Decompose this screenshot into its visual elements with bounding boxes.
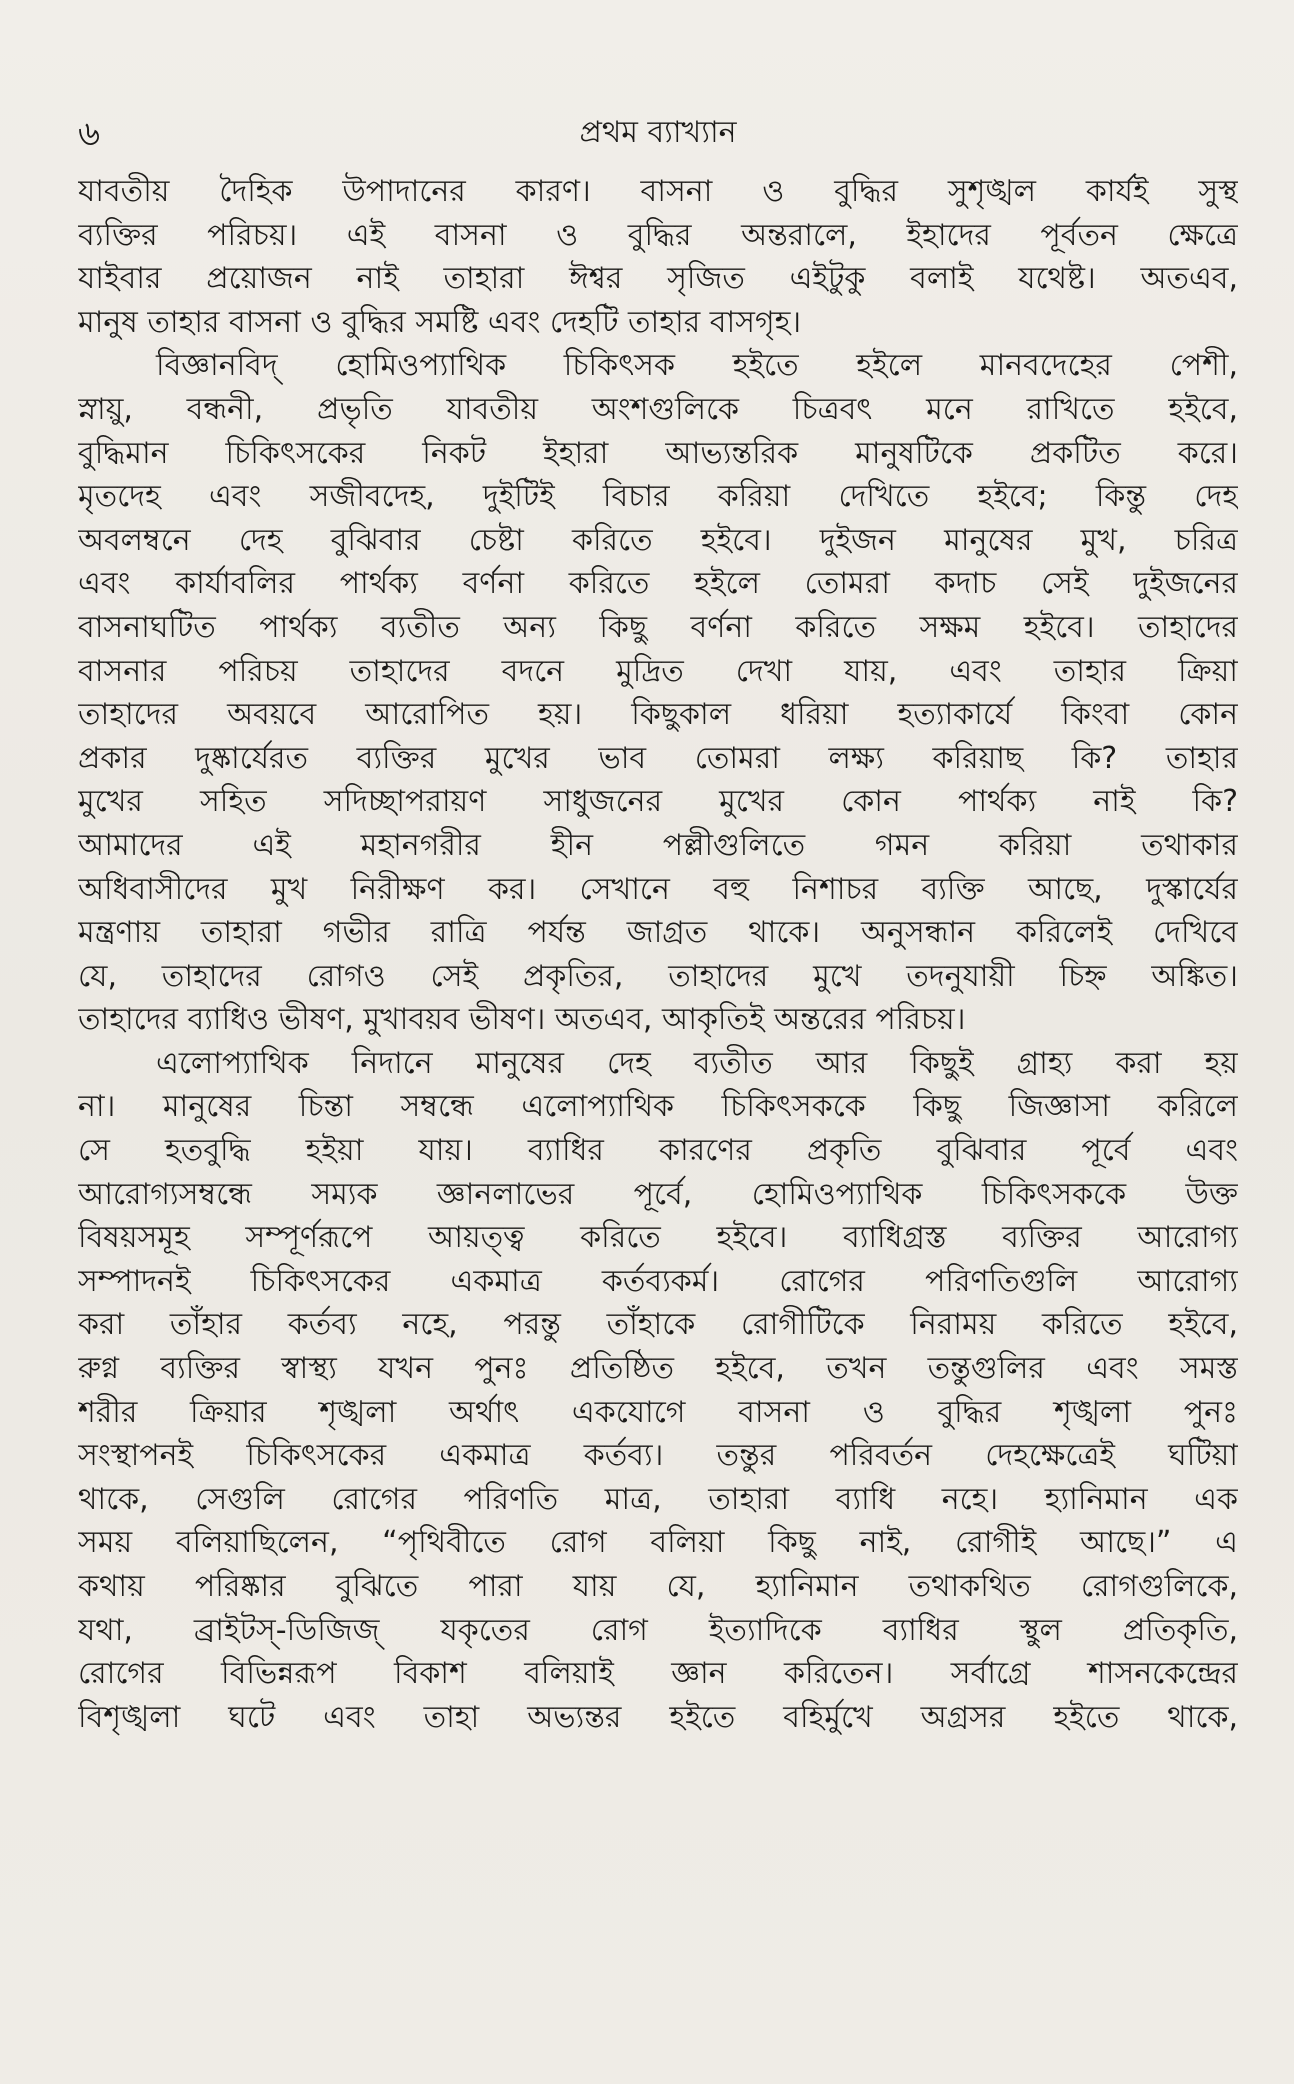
text-line: আরোগ্যসম্বন্ধে সম্যক জ্ঞানলাভের পূর্বে, হোমিওপ্যাথিক চিকিৎসককে উক্ত xyxy=(78,1176,1238,1212)
text-line: সে হতবুদ্ধি হইয়া যায়। ব্যাধির কারণের প্রকৃতি বুঝিবার পূর্বে এবং xyxy=(78,1133,1238,1169)
text-line: রোগের বিভিন্নরূপ বিকাশ বলিয়াই জ্ঞান করিতেন। সর্বাগ্রে শাসনকেন্দ্রের xyxy=(78,1656,1238,1692)
text-line: যাবতীয় দৈহিক উপাদানের কারণ। বাসনা ও বুদ্ধির সুশৃঙ্খল কার্যই সুস্থ xyxy=(78,174,1238,209)
page-header xyxy=(78,108,1238,158)
text-line: শরীর ক্রিয়ার শৃঙ্খলা অর্থাৎ একযোগে বাসনা ও বুদ্ধির শৃঙ্খলা পুনঃ xyxy=(78,1394,1238,1430)
text-line: তাহাদের অবয়বে আরোপিত হয়। কিছুকাল ধরিয়া হত্যাকার্যে কিংবা কোন xyxy=(78,697,1238,733)
text-line: যথা, ব্রাইটস্-ডিজিজ্ যকৃতের রোগ ইত্যাদিকে ব্যাধির স্থুল প্রতিকৃতি, xyxy=(78,1612,1238,1648)
text-line: বিজ্ঞানবিদ্ হোমিওপ্যাথিক চিকিৎসক হইতে হইলে মানবদেহের পেশী, xyxy=(156,348,1238,384)
text-line: বাসনাঘটিত পার্থক্য ব্যতীত অন্য কিছু বর্ণনা করিতে সক্ষম হইবে। তাহাদের xyxy=(78,609,1238,645)
text-line: বাসনার পরিচয় তাহাদের বদনে মুদ্রিত দেখা যায়, এবং তাহার ক্রিয়া xyxy=(78,653,1238,689)
text-line: মন্ত্রণায় তাহারা গভীর রাত্রি পর্যন্ত জাগ্রত থাকে। অনুসন্ধান করিলেই দেখিবে xyxy=(78,915,1238,951)
text-line: সময় বলিয়াছিলেন, “পৃথিবীতে রোগ বলিয়া কিছু নাই, রোগীই আছে।” এ xyxy=(78,1525,1238,1561)
text-line: মানুষ তাহার বাসনা ও বুদ্ধির সমষ্টি এবং দেহটি তাহার বাসগৃহ। xyxy=(78,304,802,340)
text-line: কথায় পরিষ্কার বুঝিতে পারা যায় যে, হ্যানিমান তথাকথিত রোগগুলিকে, xyxy=(78,1569,1238,1604)
text-line: রুগ্ন ব্যক্তির স্বাস্থ্য যখন পুনঃ প্রতিষ্ঠিত হইবে, তখন তন্তুগুলির এবং সমস্ত xyxy=(78,1351,1238,1387)
page-number: ৬ xyxy=(78,114,101,154)
text-line: যে, তাহাদের রোগও সেই প্রকৃতির, তাহাদের মুখে তদনুযায়ী চিহ্ন অঙ্কিত। xyxy=(78,958,1238,994)
running-title: প্রথম ব্যাখ্যান xyxy=(579,115,737,150)
text-line: মৃতদেহ এবং সজীবদেহ, দুইটিই বিচার করিয়া দেখিতে হইবে; কিন্তু দেহ xyxy=(78,479,1238,515)
text-line: করা তাঁহার কর্তব্য নহে, পরন্তু তাঁহাকে রোগীটিকে নিরাময় করিতে হইবে, xyxy=(78,1307,1238,1343)
text-line: যাইবার প্রয়োজন নাই তাহারা ঈশ্বর সৃজিত এইটুকু বলাই যথেষ্ট। অতএব, xyxy=(78,261,1238,297)
text-line: না। মানুষের চিন্তা সম্বন্ধে এলোপ্যাথিক চিকিৎসককে কিছু জিজ্ঞাসা করিলে xyxy=(78,1089,1238,1125)
text-line: এলোপ্যাথিক নিদানে মানুষের দেহ ব্যতীত আর কিছুই গ্রাহ্য করা হয় xyxy=(156,1045,1238,1081)
text-line: ব্যক্তির পরিচয়। এই বাসনা ও বুদ্ধির অন্তরালে, ইহাদের পূর্বতন ক্ষেত্রে xyxy=(78,217,1238,253)
text-line: বিষয়সমূহ সম্পূর্ণরূপে আয়ত্ত্ব করিতে হইবে। ব্যাধিগ্রস্ত ব্যক্তির আরোগ্য xyxy=(78,1220,1238,1256)
text-line: মুখের সহিত সদিচ্ছাপরায়ণ সাধুজনের মুখের কোন পার্থক্য নাই কি? xyxy=(78,784,1238,820)
body-text xyxy=(78,170,1238,1739)
text-line: থাকে, সেগুলি রোগের পরিণতি মাত্র, তাহারা ব্যাধি নহে। হ্যানিমান এক xyxy=(78,1481,1238,1517)
text-line: এবং কার্যাবলির পার্থক্য বর্ণনা করিতে হইলে তোমরা কদাচ সেই দুইজনের xyxy=(78,566,1238,602)
text-line: বিশৃঙ্খলা ঘটে এবং তাহা অভ্যন্তর হইতে বহির্মুখে অগ্রসর হইতে থাকে, xyxy=(78,1699,1238,1735)
text-line: বুদ্ধিমান চিকিৎসকের নিকট ইহারা আভ্যন্তরিক মানুষটিকে প্রকটিত করে। xyxy=(78,435,1238,471)
text-line: প্রকার দুষ্কার্যেরত ব্যক্তির মুখের ভাব তোমরা লক্ষ্য করিয়াছ কি? তাহার xyxy=(78,740,1238,776)
text-line: স্নায়ু, বন্ধনী, প্রভৃতি যাবতীয় অংশগুলিকে চিত্রবৎ মনে রাখিতে হইবে, xyxy=(78,391,1238,427)
text-line: অধিবাসীদের মুখ নিরীক্ষণ কর। সেখানে বহু নিশাচর ব্যক্তি আছে, দুস্কার্যের xyxy=(78,871,1238,907)
text-line: সংস্থাপনই চিকিৎসকের একমাত্র কর্তব্য। তন্তুর পরিবর্তন দেহক্ষেত্রেই ঘটিয়া xyxy=(78,1438,1238,1474)
text-line: সম্পাদনই চিকিৎসকের একমাত্র কর্তব্যকর্ম। রোগের পরিণতিগুলি আরোগ্য xyxy=(78,1263,1238,1299)
text-line: তাহাদের ব্যাধিও ভীষণ, মুখাবয়ব ভীষণ। অতএব, আকৃতিই অন্তরের পরিচয়। xyxy=(78,1002,966,1038)
text-line: অবলম্বনে দেহ বুঝিবার চেষ্টা করিতে হইবে। দুইজন মানুষের মুখ, চরিত্র xyxy=(78,522,1238,558)
text-line: আমাদের এই মহানগরীর হীন পল্লীগুলিতে গমন করিয়া তথাকার xyxy=(78,827,1238,863)
